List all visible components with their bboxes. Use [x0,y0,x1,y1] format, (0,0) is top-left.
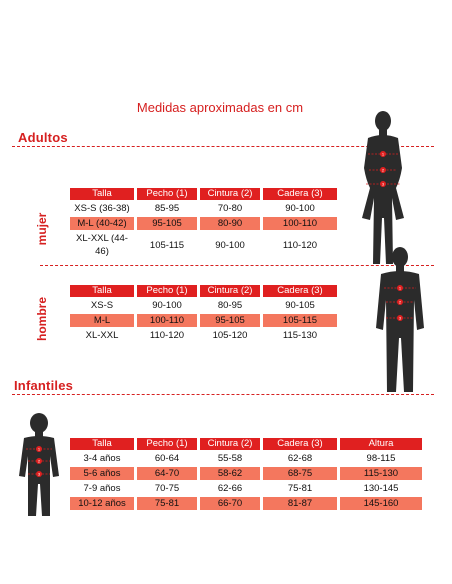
table-cell: 90-105 [285,300,315,311]
table-cell: 80-90 [200,217,260,230]
table-cell: 5-6 años [70,467,134,480]
table-cell: 70-75 [154,483,180,494]
column-header: Cadera (3) [263,438,337,450]
table-cell: XL-XXL (44-46) [76,233,128,257]
table-cell: 80-95 [217,300,243,311]
table-cell: 90-100 [215,239,245,251]
table-cell: 145-160 [340,497,422,510]
table-cell: 10-12 años [70,497,134,510]
column-header: Cintura (2) [200,188,260,200]
table-cell: 105-115 [149,239,185,251]
table-cell: 75-81 [137,497,197,510]
table-cell: 105-120 [212,330,248,341]
table-row [70,299,337,312]
page-title: Medidas aproximadas en cm [136,100,304,115]
column-header: Pecho (1) [137,438,197,450]
table-cell: 55-58 [217,453,243,464]
table-header-row [70,188,337,200]
table-cell: 62-68 [287,453,313,464]
table-cell: 115-130 [282,330,318,341]
table-row [70,497,422,510]
section-title-adultos: Adultos [18,130,68,145]
size-table-hombre [67,283,340,344]
table-row [70,467,422,480]
table-cell: 70-80 [217,203,243,214]
marker-2: 2 [381,167,385,173]
column-header: Talla [70,285,134,297]
table-row [70,482,422,495]
group-label-mujer: mujer [35,212,49,246]
column-header: Cintura (2) [200,285,260,297]
column-header: Talla [70,438,134,450]
marker-3: 3 [398,315,402,321]
column-header: Cintura (2) [200,438,260,450]
table-cell: 105-115 [263,314,337,327]
man-figure-icon [372,246,428,396]
table-cell: 85-95 [154,203,180,214]
group-label-hombre: hombre [35,297,49,342]
table-cell: 130-145 [363,483,399,494]
table-cell: 7-9 años [83,483,121,494]
size-table-mujer [67,186,340,260]
marker-1: 1 [381,151,385,157]
size-table-infantil [67,436,425,512]
table-cell: XS-S [90,300,114,311]
table-cell: M-L (40-42) [70,217,134,230]
table-cell: XS-S (36-38) [74,203,130,214]
table-cell: 100-110 [263,217,337,230]
table-cell: 98-115 [366,453,396,464]
table-cell: XL-XXL [85,330,119,341]
table-cell: 110-120 [149,330,185,341]
marker-1: 1 [37,446,41,452]
divider [12,394,434,395]
column-header: Cadera (3) [263,188,337,200]
table-cell: 3-4 años [83,453,121,464]
table-row [70,452,422,465]
table-row [70,314,337,327]
column-header: Cadera (3) [263,285,337,297]
table-header-row [70,285,337,297]
table-cell: 110-120 [282,239,318,251]
table-cell: 115-130 [340,467,422,480]
table-cell: 64-70 [137,467,197,480]
table-row [70,232,337,258]
table-cell: 60-64 [154,453,180,464]
table-cell: 66-70 [200,497,260,510]
woman-figure-icon [352,108,414,268]
table-cell: M-L [70,314,134,327]
table-row [70,217,337,230]
table-cell: 95-105 [200,314,260,327]
column-header: Pecho (1) [137,285,197,297]
table-cell: 58-62 [200,467,260,480]
column-header: Pecho (1) [137,188,197,200]
child-figure-icon [16,412,62,522]
column-header: Altura [340,438,422,450]
marker-2: 2 [37,458,41,464]
marker-1: 1 [398,285,402,291]
marker-3: 3 [381,181,385,187]
table-row [70,329,337,342]
table-cell: 90-100 [152,300,182,311]
marker-3: 3 [37,471,41,477]
table-header-row [70,438,422,450]
table-cell: 100-110 [137,314,197,327]
table-cell: 75-81 [287,483,313,494]
table-cell: 81-87 [263,497,337,510]
table-row [70,202,337,215]
table-cell: 62-66 [217,483,243,494]
table-cell: 68-75 [263,467,337,480]
marker-2: 2 [398,299,402,305]
table-cell: 90-100 [285,203,315,214]
table-cell: 95-105 [137,217,197,230]
column-header: Talla [70,188,134,200]
section-title-infantiles: Infantiles [14,378,74,393]
